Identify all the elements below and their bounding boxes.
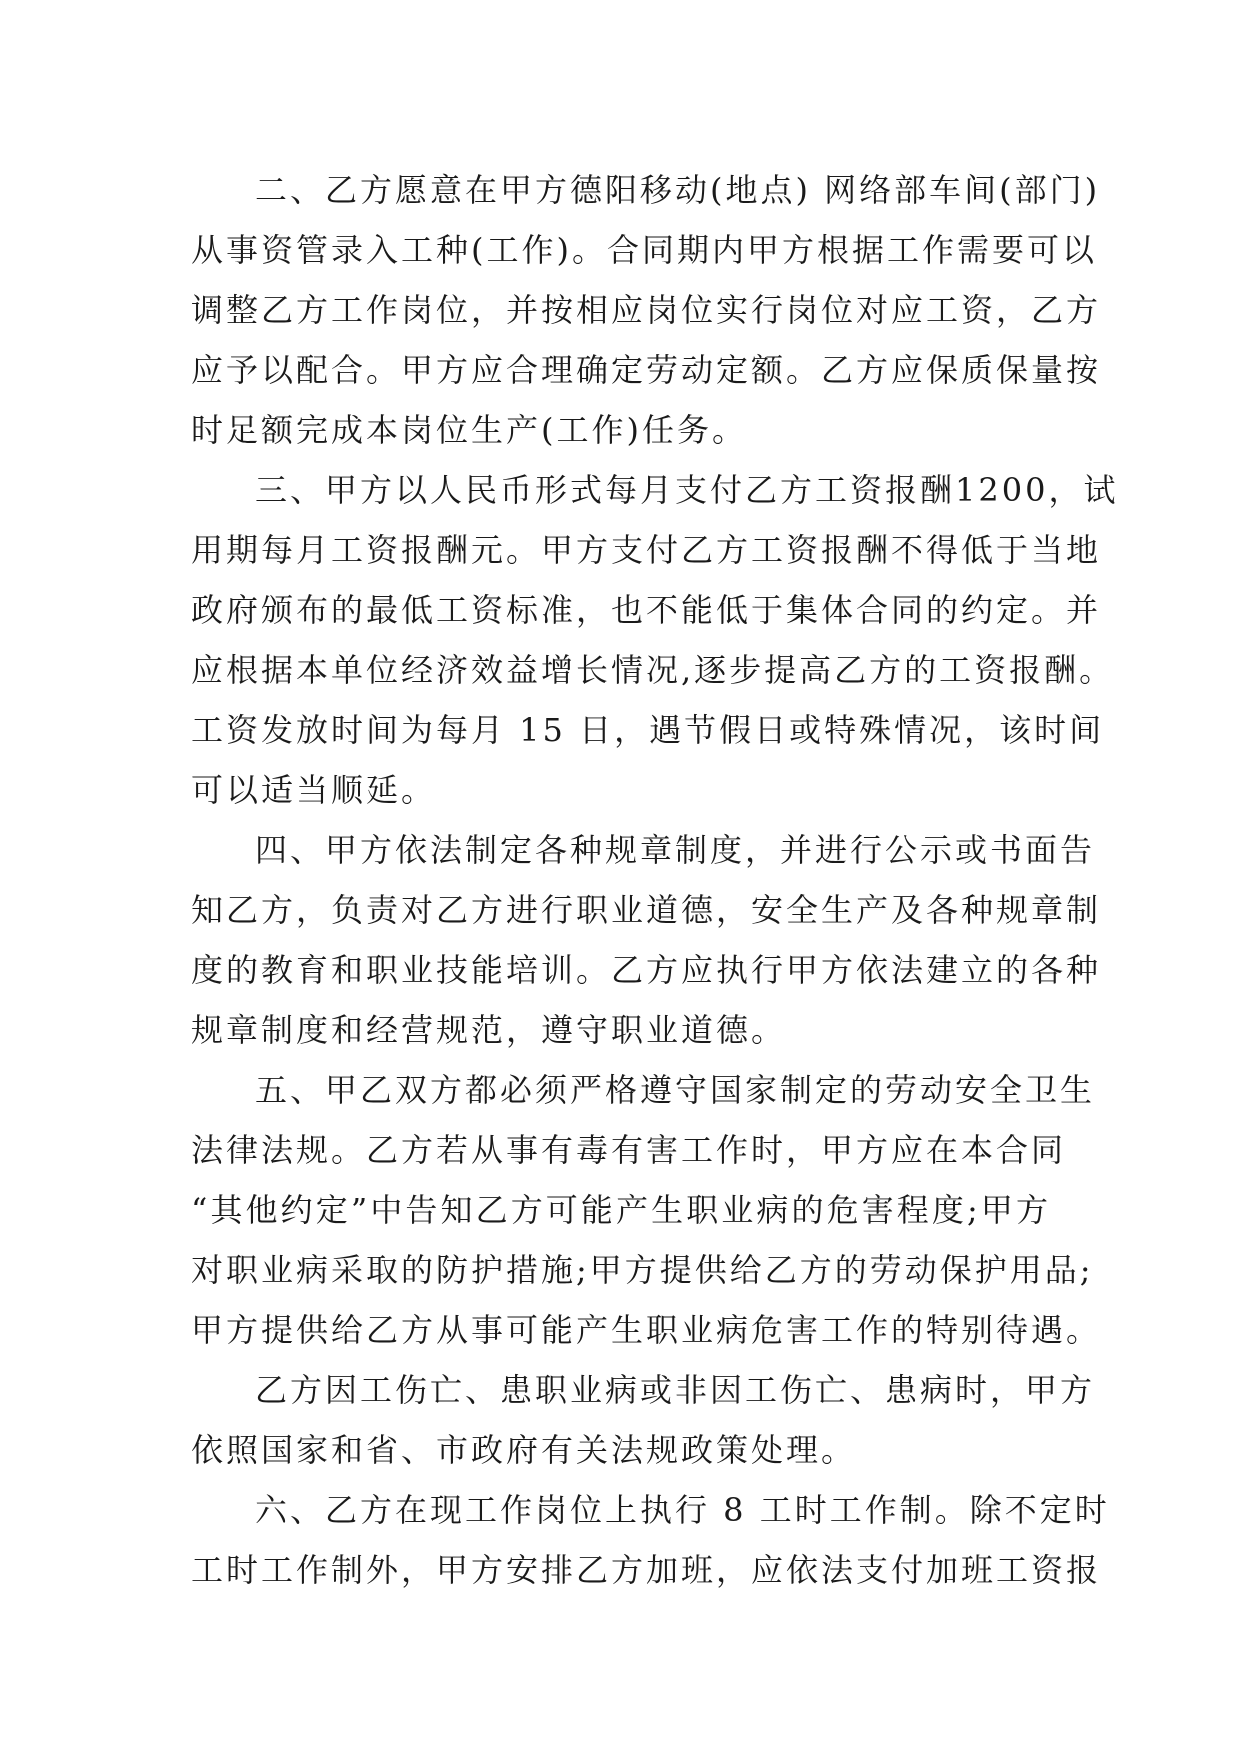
paragraph-clause-5-b bbox=[191, 1360, 1096, 1480]
text-line: 甲方提供给乙方从事可能产生职业病危害工作的特别待遇。 bbox=[191, 1311, 1102, 1349]
text-line: 四、甲方依法制定各种规章制度，并进行公示或书面告 bbox=[255, 831, 1096, 869]
text-line: 二、乙方愿意在甲方德阳移动(地点) 网络部车间(部门) bbox=[255, 171, 1101, 209]
text-line: 规章制度和经营规范，遵守职业道德。 bbox=[191, 1011, 787, 1049]
text-line: 度的教育和职业技能培训。乙方应执行甲方依法建立的各种 bbox=[191, 951, 1102, 989]
text-line: 政府颁布的最低工资标准，也不能低于集体合同的约定。并 bbox=[191, 591, 1102, 629]
paragraph-clause-5 bbox=[191, 1060, 1102, 1360]
text-line: 用期每月工资报酬元。甲方支付乙方工资报酬不得低于当地 bbox=[191, 531, 1102, 569]
paragraph-clause-3 bbox=[191, 460, 1119, 820]
text-line: 时足额完成本岗位生产(工作)任务。 bbox=[191, 411, 747, 449]
text-line: 六、乙方在现工作岗位上执行 8 工时工作制。除不定时 bbox=[255, 1491, 1110, 1529]
text-line: 可以适当顺延。 bbox=[191, 771, 437, 809]
text-line: 应予以配合。甲方应合理确定劳动定额。乙方应保质保量按 bbox=[191, 351, 1102, 389]
document-body bbox=[191, 160, 1119, 1600]
text-line: 法律法规。乙方若从事有毒有害工作时，甲方应在本合同 bbox=[191, 1131, 1067, 1169]
text-line: 工资发放时间为每月 15 日，遇节假日或特殊情况，该时间 bbox=[191, 711, 1105, 749]
paragraph-clause-6 bbox=[191, 1480, 1110, 1600]
text-line: 知乙方，负责对乙方进行职业道德，安全生产及各种规章制 bbox=[191, 891, 1102, 929]
paragraph-clause-2 bbox=[191, 160, 1102, 460]
text-line: 依照国家和省、市政府有关法规政策处理。 bbox=[191, 1431, 857, 1469]
text-line: “其他约定”中告知乙方可能产生职业病的危害程度;甲方 bbox=[191, 1191, 1051, 1229]
text-line: 五、甲乙双方都必须严格遵守国家制定的劳动安全卫生 bbox=[255, 1071, 1096, 1109]
text-line: 应根据本单位经济效益增长情况,逐步提高乙方的工资报酬。 bbox=[191, 651, 1115, 689]
text-line: 三、甲方以人民币形式每月支付乙方工资报酬1200，试 bbox=[255, 471, 1119, 509]
text-line: 工时工作制外，甲方安排乙方加班，应依法支付加班工资报 bbox=[191, 1551, 1102, 1589]
text-line: 调整乙方工作岗位，并按相应岗位实行岗位对应工资，乙方 bbox=[191, 291, 1102, 329]
text-line: 从事资管录入工种(工作)。合同期内甲方根据工作需要可以 bbox=[191, 231, 1097, 269]
paragraph-clause-4 bbox=[191, 820, 1102, 1060]
text-line: 对职业病采取的防护措施;甲方提供给乙方的劳动保护用品; bbox=[191, 1251, 1094, 1289]
text-line: 乙方因工伤亡、患职业病或非因工伤亡、患病时，甲方 bbox=[255, 1371, 1096, 1409]
